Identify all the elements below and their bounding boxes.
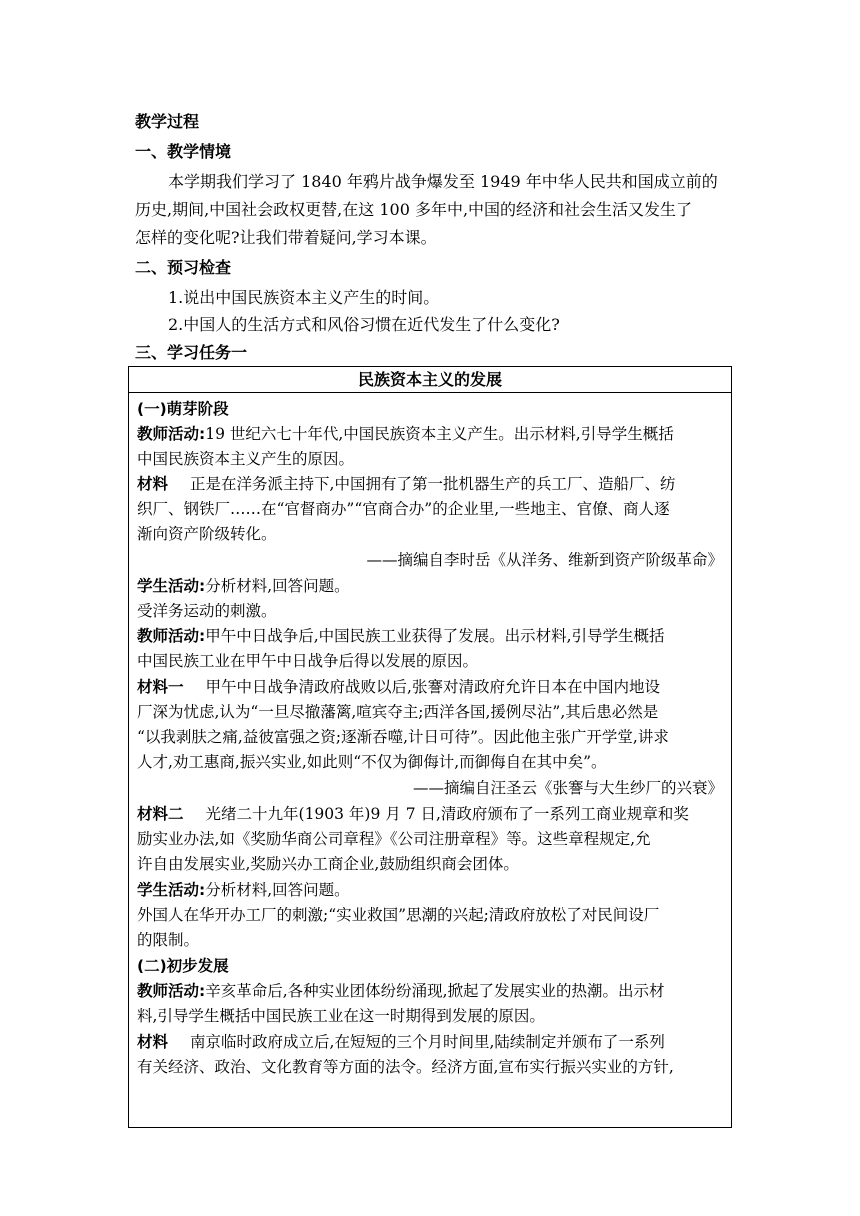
stage2-heading: (二)初步发展 bbox=[137, 957, 229, 975]
section2-item-2: 2.中国人的生活方式和风俗习惯在近代发生了什么变化? bbox=[168, 315, 560, 334]
material-4-text: 南京临时政府成立后,在短短的三个月时间里,陆续制定并颁布了一系列 bbox=[190, 1033, 665, 1051]
teacher-label: 教师活动: bbox=[137, 425, 206, 443]
teacher-activity-2-text: 甲午中日战争后,中国民族工业获得了发展。出示材料,引导学生概括 bbox=[205, 627, 665, 645]
material-2-line-3: “以我剥肤之痛,益彼富强之资;逐渐吞噬,计日可待”。因此他主张广开学堂,讲求 bbox=[137, 728, 669, 746]
section1-line-1: 本学期我们学习了 1840 年鸦片战争爆发至 1949 年中华人民共和国成立前的 bbox=[168, 172, 718, 191]
page-title: 教学过程 bbox=[135, 112, 200, 131]
material-4 bbox=[137, 1030, 723, 1054]
teacher-label: 教师活动: bbox=[137, 982, 206, 1000]
material-3-line-3: 许自由发展实业,奖励兴办工商企业,鼓励组织商会团体。 bbox=[137, 855, 519, 873]
material-3-text: 光绪二十九年(1903 年)9 月 7 日,清政府颁布了一系列工商业规章和奖 bbox=[205, 805, 689, 823]
material-label: 材料一 bbox=[137, 678, 184, 696]
material-label: 材料 bbox=[137, 475, 169, 493]
material-2-text: 甲午中日战争清政府战败以后,张謇对清政府允许日本在中国内地设 bbox=[205, 678, 660, 696]
material-label: 材料 bbox=[137, 1033, 169, 1051]
student-label: 学生活动: bbox=[137, 577, 206, 595]
student-activity-2 bbox=[137, 878, 723, 902]
material-2-source: ——摘编自汪圣云《张謇与大生纱厂的兴衰》 bbox=[412, 779, 723, 797]
section1-line-3: 怎样的变化呢?让我们带着疑问,学习本课。 bbox=[135, 228, 437, 247]
teacher-label: 教师活动: bbox=[137, 627, 206, 645]
table-title: 民族资本主义的发展 bbox=[129, 367, 731, 393]
teacher-activity-1 bbox=[137, 422, 723, 446]
material-4-line-2: 有关经济、政治、文化教育等方面的法令。经济方面,宣布实行振兴实业的方针, bbox=[137, 1058, 674, 1076]
teacher-activity-3 bbox=[137, 979, 723, 1003]
stage1-heading: (一)萌芽阶段 bbox=[137, 400, 229, 418]
material-3 bbox=[137, 802, 723, 826]
section3-heading: 三、学习任务一 bbox=[135, 343, 248, 362]
student-activity-1-text: 分析材料,回答问题。 bbox=[205, 577, 350, 595]
material-3-line-2: 励实业办法,如《奖励华商公司章程》《公司注册章程》等。这些章程规定,允 bbox=[137, 830, 651, 848]
section1-heading: 一、教学情境 bbox=[135, 142, 232, 161]
learning-task-table bbox=[128, 366, 732, 1128]
material-1-text: 正是在洋务派主持下,中国拥有了第一批机器生产的兵工厂、造船厂、纺 bbox=[190, 475, 676, 493]
material-1-line-2: 织厂、钢铁厂……在“官督商办”“官商合办”的企业里,一些地主、官僚、商人逐 bbox=[137, 500, 670, 518]
material-2-line-4: 人才,劝工惠商,振兴实业,如此则“不仅为御侮计,而御侮自在其中矣”。 bbox=[137, 753, 607, 771]
student-activity-2-text: 分析材料,回答问题。 bbox=[205, 881, 350, 899]
material-2-line-2: 厂深为忧虑,认为“一旦尽撤藩篱,喧宾夺主;西洋各国,援例尽沾”,其后患必然是 bbox=[137, 703, 659, 721]
student-activity-1 bbox=[137, 574, 723, 598]
teacher-activity-3-text: 辛亥革命后,各种实业团体纷纷涌现,掀起了发展实业的热潮。出示材 bbox=[205, 982, 665, 1000]
material-1-source: ——摘编自李时岳《从洋务、维新到资产阶级革命》 bbox=[366, 551, 723, 569]
section2-item-1: 1.说出中国民族资本主义产生的时间。 bbox=[168, 288, 440, 307]
material-2 bbox=[137, 675, 723, 699]
material-1-line-3: 渐向资产阶级转化。 bbox=[137, 525, 277, 543]
teacher-activity-2-line-2: 中国民族工业在甲午中日战争后得以发展的原因。 bbox=[137, 652, 479, 670]
student-answer-2: 外国人在华开办工厂的刺激;“实业救国”思潮的兴起;清政府放松了对民间设厂 bbox=[137, 906, 660, 924]
student-answer-2-line-2: 的限制。 bbox=[137, 931, 200, 949]
student-answer-1: 受洋务运动的刺激。 bbox=[137, 602, 277, 620]
teacher-activity-1-line-2: 中国民族资本主义产生的原因。 bbox=[137, 450, 355, 468]
material-1 bbox=[137, 472, 723, 496]
section1-line-2: 历史,期间,中国社会政权更替,在这 100 多年中,中国的经济和社会生活又发生了 bbox=[135, 200, 693, 219]
student-label: 学生活动: bbox=[137, 881, 206, 899]
teacher-activity-3-line-2: 料,引导学生概括中国民族工业在这一时期得到发展的原因。 bbox=[137, 1007, 545, 1025]
section2-heading: 二、预习检查 bbox=[135, 258, 232, 277]
teacher-activity-2 bbox=[137, 624, 723, 648]
material-label: 材料二 bbox=[137, 805, 184, 823]
teacher-activity-1-text: 19 世纪六七十年代,中国民族资本主义产生。出示材料,引导学生概括 bbox=[205, 425, 674, 443]
